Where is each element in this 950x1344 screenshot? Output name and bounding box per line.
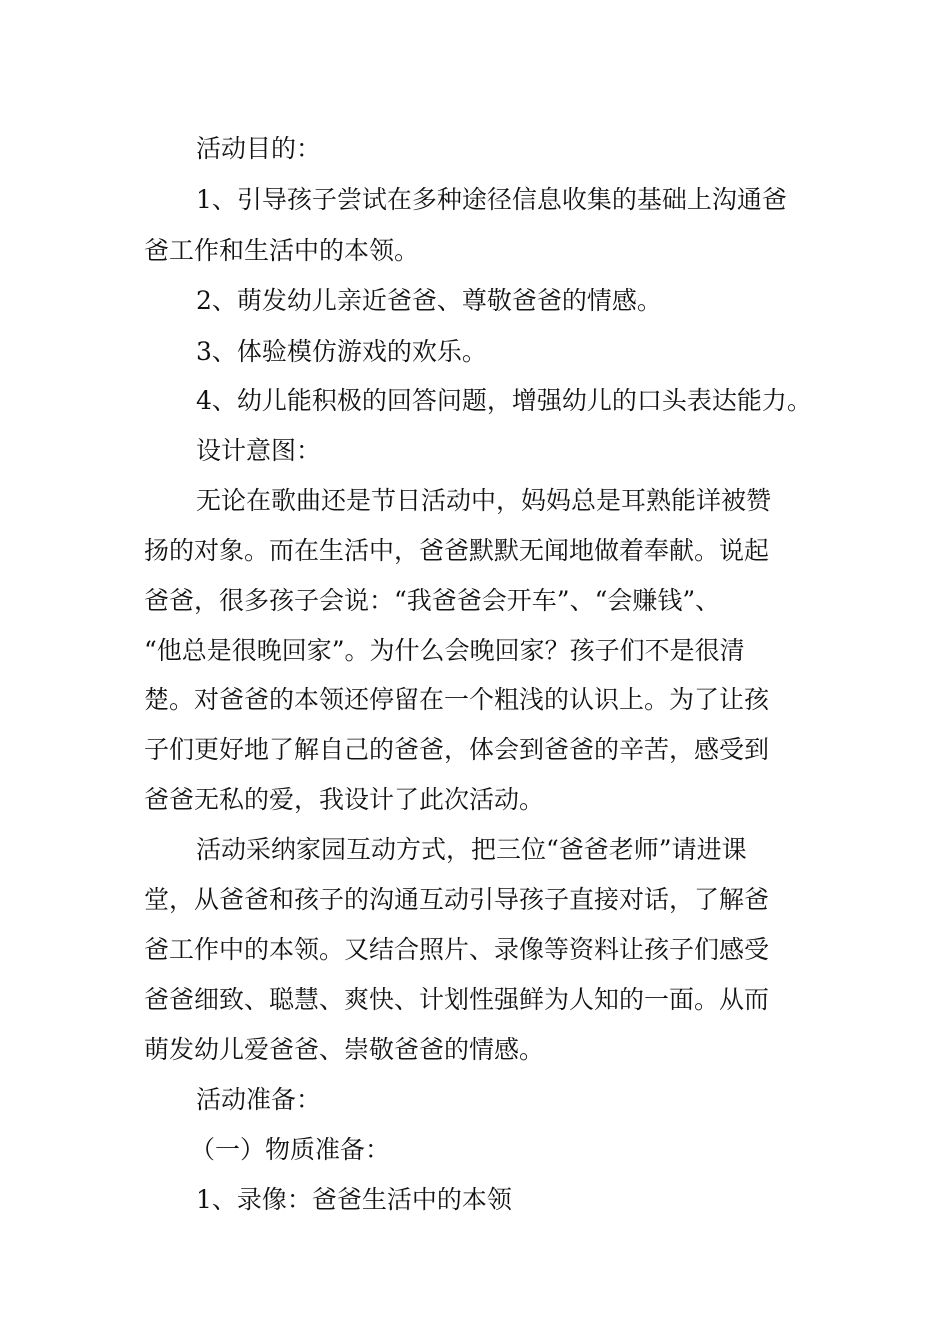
heading-activity-goals: 活动目的： [196, 134, 322, 163]
goal-item-2: 2、萌发幼儿亲近爸爸、尊敬爸爸的情感。 [196, 286, 662, 315]
preparation-item-1: 1、录像：爸爸生活中的本领 [196, 1185, 512, 1214]
paragraph-line: 楚。对爸爸的本领还停留在一个粗浅的认识上。为了让孩 [144, 685, 770, 714]
heading-activity-preparation: 活动准备： [196, 1085, 322, 1114]
paragraph-line: 爸工作中的本领。又结合照片、录像等资料让孩子们感受 [144, 935, 770, 964]
paragraph-line: 扬的对象。而在生活中，爸爸默默无闻地做着奉献。说起 [144, 536, 770, 565]
goal-item-3: 3、体验模仿游戏的欢乐。 [196, 337, 487, 366]
paragraph-line: 萌发幼儿爱爸爸、崇敬爸爸的情感。 [144, 1035, 545, 1064]
heading-design-intent: 设计意图： [196, 436, 322, 465]
goal-item-1-continued: 爸工作和生活中的本领。 [144, 236, 420, 265]
paragraph-line: 无论在歌曲还是节日活动中，妈妈总是耳熟能详被赞 [196, 486, 772, 515]
paragraph-line: 活动采纳家园互动方式，把三位“爸爸老师”请进课 [196, 835, 747, 864]
paragraph-line: 爸爸，很多孩子会说：“我爸爸会开车”、“会赚钱”、 [144, 586, 721, 615]
paragraph-line: 爸爸细致、聪慧、爽快、计划性强鲜为人知的一面。从而 [144, 985, 770, 1014]
goal-item-4: 4、幼儿能积极的回答问题，增强幼儿的口头表达能力。 [196, 386, 812, 415]
paragraph-line: “他总是很晚回家”。为什么会晚回家？孩子们不是很清 [144, 636, 745, 665]
subheading-material-preparation: （一）物质准备： [190, 1135, 391, 1164]
goal-item-1: 1、引导孩子尝试在多种途径信息收集的基础上沟通爸 [196, 185, 787, 214]
paragraph-line: 子们更好地了解自己的爸爸，体会到爸爸的辛苦，感受到 [144, 735, 770, 764]
paragraph-line: 堂，从爸爸和孩子的沟通互动引导孩子直接对话，了解爸 [144, 885, 770, 914]
paragraph-line: 爸爸无私的爱，我设计了此次活动。 [144, 785, 545, 814]
